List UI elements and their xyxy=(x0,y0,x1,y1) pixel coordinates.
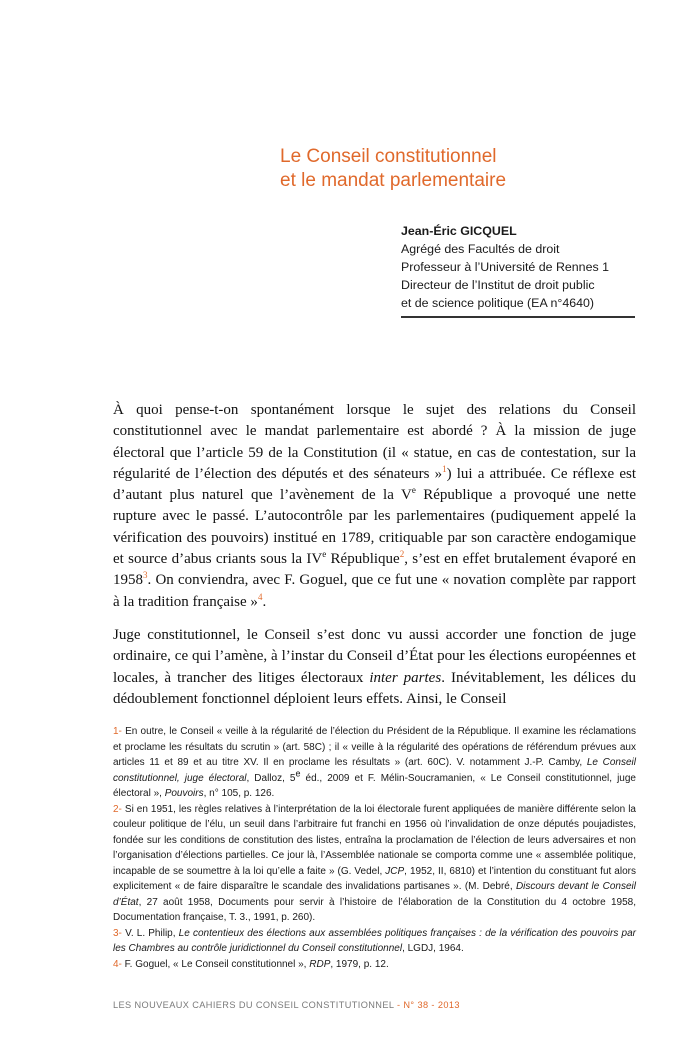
text-run: , 1979, p. 12. xyxy=(330,958,389,970)
text-run: , 1952, II, 6810) et l’intention du constituant fut alors explicitement « de faire disparaître le scandale des invalidations partisanes ». (M. Debré, xyxy=(113,865,636,892)
body-paragraph-1 xyxy=(113,400,636,613)
italic-text: inter partes xyxy=(369,669,442,686)
title-line-2: et le mandat parlementaire xyxy=(280,170,507,191)
italic-text: Le contentieux des élections aux assemblées politiques françaises : de la vérification des pouvoirs par les Chambres au contrôle juridictionnel du Conseil constitutionnel xyxy=(113,927,636,954)
footnote-reference[interactable]: 2 xyxy=(399,549,405,560)
text-run: . On conviendra, avec F. Goguel, que ce fut une « novation complète par rapport à la tradition française » xyxy=(113,572,636,610)
author-affiliation: et de science politique (EA n°4640) xyxy=(401,296,595,310)
issue-number: - N° 38 - 2013 xyxy=(394,1000,460,1010)
footnote-number: 4- xyxy=(113,958,122,970)
footnote-4 xyxy=(113,957,636,973)
italic-text: RDP xyxy=(309,958,331,970)
text-run: F. Goguel, « Le Conseil constitutionnel », xyxy=(121,958,310,970)
text-run: À quoi pense-t-on spontanément lorsque le sujet des relations du Conseil constitutionnel avec le mandat parlementaire est abordé ? À la mission de juge électoral que l’article 59 de la Constitution (il « statue, en cas de contestation, sur la régularité de l’élection des députés et des sénateurs » xyxy=(113,402,636,482)
text-run: . Inévitablement, les délices du dédoublement fonctionnel déploient leurs effets. Ainsi, le Conseil xyxy=(113,669,636,707)
article-title xyxy=(280,145,680,193)
text-run: Juge constitutionnel, le Conseil s’est donc vu aussi accorder une fonction de juge ordinaire, ce qui l’amène, à l’instar du Conseil d’État pour les élections européennes et locales, à trancher des litiges électoraux xyxy=(113,626,636,686)
body-paragraph-2 xyxy=(113,625,636,710)
superscript: e xyxy=(411,485,416,496)
text-run: République a provoqué une nette rupture avec le passé. L’autocontrôle par les parlementaires (pudiquement appelé la vérification des pouvoirs) institué en 1789, critiquable par son caractère endogamique et source d’abus criants sous la IV xyxy=(113,487,636,568)
superscript: e xyxy=(295,768,301,779)
author-divider xyxy=(401,316,635,318)
footnote-number: 2- xyxy=(113,803,122,815)
author-block xyxy=(401,222,691,312)
footnote-reference[interactable]: 4 xyxy=(257,591,263,602)
text-run: , 27 août 1958, Documents pour servir à l’histoire de l’élaboration de la Constitution du 4 octobre 1958, Documentation française, T. 3., 1991, p. 260). xyxy=(113,896,636,923)
italic-text: JCP xyxy=(385,865,405,877)
text-run: République xyxy=(326,551,400,568)
footnote-1 xyxy=(113,724,636,802)
superscript: e xyxy=(322,549,327,560)
text-run: Si en 1951, les règles relatives à l’interprétation de la loi électorale furent appliquées de manière différente selon la couleur politique de l’élu, un seuil dans l’arbitraire fut franchi en 1956 où l’invalidation de onze députés poujadistes, fondée sur les conditions de constitution des listes, entraîna la proclamation de l’élection de leurs adversaires et non l’organisation d’élections partielles. Ce jour là, l’Assemblée nationale se comporta comme une « assemblée politique, incapable de se soumettre à la loi qu’elle a faite » (G. Vedel, xyxy=(113,803,636,877)
text-run: , s’est en effet brutalement évaporé en 1958 xyxy=(113,551,637,589)
italic-text: Le Conseil constitutionnel, juge électoral xyxy=(113,757,636,784)
author-name: Jean-Éric GICQUEL xyxy=(401,224,517,238)
journal-name: LES NOUVEAUX CAHIERS DU CONSEIL CONSTITUTIONNEL xyxy=(113,1000,395,1010)
page-footer xyxy=(113,1000,636,1010)
footnote-reference[interactable]: 3 xyxy=(143,570,148,581)
author-affiliation: Agrégé des Facultés de droit xyxy=(401,242,560,256)
text-run: V. L. Philip, xyxy=(121,927,179,939)
author-affiliation: Directeur de l’Institut de droit public xyxy=(401,278,595,292)
title-line-1: Le Conseil constitutionnel xyxy=(280,146,497,167)
italic-text: Pouvoirs xyxy=(164,788,204,799)
footnotes xyxy=(113,724,636,972)
article-body xyxy=(113,400,636,722)
text-run: , Dalloz, 5 xyxy=(246,772,296,784)
footnote-number: 3- xyxy=(113,927,122,939)
author-affiliation: Professeur à l’Université de Rennes 1 xyxy=(401,260,609,274)
text-run: éd., 2009 et F. Mélin-Soucramanien, « Le Conseil constitutionnel, juge électoral », xyxy=(113,772,636,799)
footnote-reference[interactable]: 1 xyxy=(442,463,447,474)
footnote-3 xyxy=(113,926,636,957)
text-run: , n° 105, p. 126. xyxy=(203,788,275,799)
footnote-2 xyxy=(113,802,636,926)
text-run: , LGDJ, 1964. xyxy=(402,943,464,954)
italic-text: Discours devant le Conseil d’État xyxy=(113,881,636,908)
text-run: ) lui a attribuée. Ce réflexe est d’autant plus naturel que l’avènement de la V xyxy=(113,465,636,504)
text-run: . xyxy=(262,593,267,610)
text-run: En outre, le Conseil « veille à la régularité de l’élection du Président de la République. Il examine les réclamations et proclame les résultats du scrutin » (art. 58C) ; il « veille à la régularité des opérations de référendum prévues aux articles 11 et 89 et au titre XV. Il en proclame les résultats » (art. 60C). V. notamment J.-P. Camby, xyxy=(113,726,636,768)
footnote-number: 1- xyxy=(113,726,122,737)
